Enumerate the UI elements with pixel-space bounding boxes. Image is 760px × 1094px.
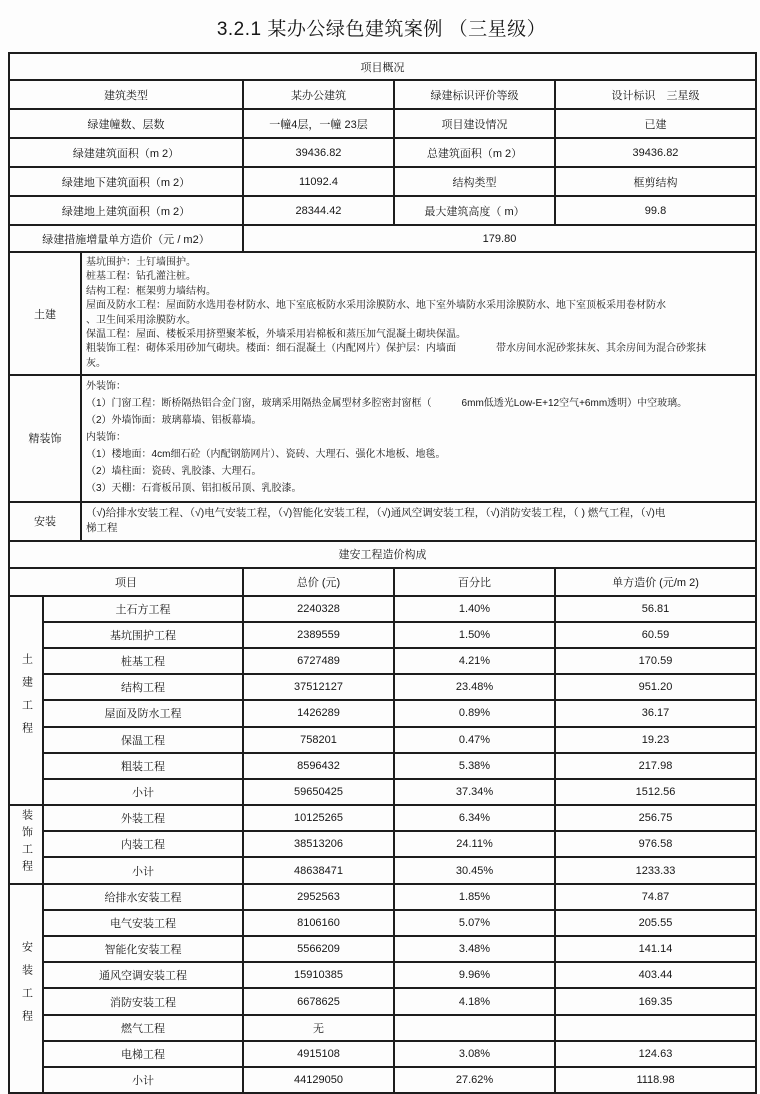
percent-cell: 6.34% xyxy=(394,805,555,831)
group-label-installation-works: 安装工程 xyxy=(9,884,43,1094)
table-row xyxy=(9,568,756,596)
percent-cell: 30.45% xyxy=(394,857,555,883)
label-cell: 绿建措施增量单方造价（元 / m2） xyxy=(9,225,243,252)
cost-row xyxy=(9,988,756,1014)
item-cell: 智能化安装工程 xyxy=(43,936,243,962)
cost-row xyxy=(9,1041,756,1067)
unit-price-cell: 976.58 xyxy=(555,831,756,857)
cost-row-subtotal xyxy=(9,1067,756,1093)
unit-price-cell: 19.23 xyxy=(555,727,756,753)
cost-row xyxy=(9,910,756,936)
percent-cell: 1.50% xyxy=(394,622,555,648)
cost-row xyxy=(9,596,756,622)
total-cell: 10125265 xyxy=(243,805,394,831)
value-cell: 39436.82 xyxy=(243,138,394,167)
cost-row xyxy=(9,1015,756,1041)
label-cell: 总建筑面积（m 2） xyxy=(394,138,555,167)
cost-row xyxy=(9,648,756,674)
cost-row xyxy=(9,674,756,700)
cost-row xyxy=(9,622,756,648)
percent-cell: 9.96% xyxy=(394,962,555,988)
percent-cell: 27.62% xyxy=(394,1067,555,1093)
cost-row xyxy=(9,962,756,988)
item-cell: 小计 xyxy=(43,779,243,805)
label-cell: 绿建幢数、层数 xyxy=(9,109,243,138)
description-line: （1）门窗工程：断桥隔热铝合金门窗，玻璃采用隔热金属型材多腔密封窗框（ 6mm低透光Low-E+12空气+6mm透明）中空玻璃。 xyxy=(86,398,688,410)
label-cell: 绿建地上建筑面积（m 2） xyxy=(9,196,243,225)
percent-cell: 1.40% xyxy=(394,596,555,622)
table-row xyxy=(9,138,756,167)
table-row xyxy=(9,53,756,80)
cost-row xyxy=(9,753,756,779)
table-row xyxy=(9,80,756,109)
total-cell: 8106160 xyxy=(243,910,394,936)
cost-composition-table xyxy=(8,540,757,1094)
table-row xyxy=(9,502,756,541)
description-line: 内装饰： xyxy=(86,431,126,443)
total-cell: 8596432 xyxy=(243,753,394,779)
cost-row xyxy=(9,831,756,857)
value-cell: 已建 xyxy=(555,109,756,138)
item-cell: 小计 xyxy=(43,857,243,883)
percent-cell: 0.47% xyxy=(394,727,555,753)
unit-price-cell: 1118.98 xyxy=(555,1067,756,1093)
item-cell: 外装工程 xyxy=(43,805,243,831)
description-line: 基坑围护：土钉墙围护。 xyxy=(86,257,196,268)
unit-price-cell: 74.87 xyxy=(555,884,756,910)
item-cell: 电梯工程 xyxy=(43,1041,243,1067)
label-cell: 建筑类型 xyxy=(9,80,243,109)
value-cell: 99.8 xyxy=(555,196,756,225)
description-line: 粗装饰工程：砌体采用砂加气砌块。楼面：细石混凝土（内配网片）保护层：内墙面 带水房间水泥砂浆抹灰、其余房间为混合砂浆抹 xyxy=(86,343,706,355)
unit-price-cell: 1512.56 xyxy=(555,779,756,805)
overview-section-header: 项目概况 xyxy=(9,53,756,80)
description-line: 梯工程 xyxy=(86,522,118,535)
section-label-installation: 安装 xyxy=(9,502,81,541)
item-cell: 燃气工程 xyxy=(43,1015,243,1041)
description-line: （√)给排水安装工程、（√)电气安装工程，（√)智能化安装工程，（√)通风空调安装工程，（√)消防安装工程，（ ) 燃气工程，（√)电 xyxy=(86,506,666,519)
works-description-table xyxy=(8,251,757,542)
item-cell: 粗装工程 xyxy=(43,753,243,779)
section-label-civil: 土建 xyxy=(9,252,81,375)
description-line: 保温工程：屋面、楼板采用挤塑聚苯板，外墙采用岩棉板和蒸压加气混凝土砌块保温。 xyxy=(86,329,466,341)
percent-cell: 4.18% xyxy=(394,988,555,1014)
label-cell: 绿建标识评价等级 xyxy=(394,80,555,109)
percent-cell xyxy=(394,1015,555,1041)
item-cell: 给排水安装工程 xyxy=(43,884,243,910)
unit-price-cell: 56.81 xyxy=(555,596,756,622)
description-line: （2）墙柱面：瓷砖、乳胶漆、大理石。 xyxy=(86,465,262,477)
cost-row-subtotal xyxy=(9,857,756,883)
description-line: （2）外墙饰面：玻璃幕墙、铝板幕墙。 xyxy=(86,415,262,427)
item-cell: 土石方工程 xyxy=(43,596,243,622)
total-cell: 38513206 xyxy=(243,831,394,857)
total-cell: 无 xyxy=(243,1015,394,1041)
cost-table-title: 建安工程造价构成 xyxy=(9,541,756,568)
item-cell: 内装工程 xyxy=(43,831,243,857)
percent-cell: 3.08% xyxy=(394,1041,555,1067)
item-cell: 电气安装工程 xyxy=(43,910,243,936)
percent-cell: 4.21% xyxy=(394,648,555,674)
unit-price-cell: 951.20 xyxy=(555,674,756,700)
unit-price-cell: 1233.33 xyxy=(555,857,756,883)
column-header-unit-price: 单方造价 (元/m 2) xyxy=(555,568,756,596)
section-body-installation xyxy=(81,502,756,541)
item-cell: 结构工程 xyxy=(43,674,243,700)
table-row xyxy=(9,196,756,225)
group-label-civil-works: 土建工程 xyxy=(9,596,43,806)
item-cell: 桩基工程 xyxy=(43,648,243,674)
label-cell: 结构类型 xyxy=(394,167,555,196)
table-row xyxy=(9,109,756,138)
label-cell: 绿建建筑面积（m 2） xyxy=(9,138,243,167)
label-cell: 项目建设情况 xyxy=(394,109,555,138)
cost-row xyxy=(9,884,756,910)
item-cell: 通风空调安装工程 xyxy=(43,962,243,988)
unit-price-cell: 205.55 xyxy=(555,910,756,936)
column-header-total: 总价 (元) xyxy=(243,568,394,596)
table-row xyxy=(9,252,756,375)
cost-row-subtotal xyxy=(9,779,756,805)
unit-price-cell: 124.63 xyxy=(555,1041,756,1067)
value-cell: 框剪结构 xyxy=(555,167,756,196)
percent-cell: 24.11% xyxy=(394,831,555,857)
total-cell: 2240328 xyxy=(243,596,394,622)
table-row xyxy=(9,225,756,252)
total-cell: 6727489 xyxy=(243,648,394,674)
value-cell: 11092.4 xyxy=(243,167,394,196)
total-cell: 59650425 xyxy=(243,779,394,805)
total-cell: 5566209 xyxy=(243,936,394,962)
column-header-percent: 百分比 xyxy=(394,568,555,596)
item-cell: 基坑围护工程 xyxy=(43,622,243,648)
group-label-decoration-works: 装饰工程 xyxy=(9,805,43,884)
description-line: 外装饰： xyxy=(86,381,126,393)
table-row xyxy=(9,541,756,568)
percent-cell: 5.38% xyxy=(394,753,555,779)
unit-price-cell: 36.17 xyxy=(555,700,756,726)
percent-cell: 5.07% xyxy=(394,910,555,936)
item-cell: 保温工程 xyxy=(43,727,243,753)
unit-price-cell: 256.75 xyxy=(555,805,756,831)
total-cell: 758201 xyxy=(243,727,394,753)
value-cell: 39436.82 xyxy=(555,138,756,167)
label-cell: 绿建地下建筑面积（m 2） xyxy=(9,167,243,196)
total-cell: 1426289 xyxy=(243,700,394,726)
total-cell: 2389559 xyxy=(243,622,394,648)
section-label-decoration: 精装饰 xyxy=(9,375,81,501)
item-cell: 屋面及防水工程 xyxy=(43,700,243,726)
page-title: 3.2.1 某办公绿色建筑案例 （三星级） xyxy=(216,19,547,40)
description-line: （1）楼地面：4cm细石砼（内配钢筋网片）、瓷砖、大理石、强化木地板、地毯。 xyxy=(86,448,446,460)
table-row xyxy=(9,375,756,501)
percent-cell: 1.85% xyxy=(394,884,555,910)
value-cell: 某办公建筑 xyxy=(243,80,394,109)
description-line: 灰。 xyxy=(86,357,106,369)
value-cell: 28344.42 xyxy=(243,196,394,225)
item-cell: 消防安装工程 xyxy=(43,988,243,1014)
value-cell: 一幢4层，一幢 23层 xyxy=(243,109,394,138)
label-cell: 最大建筑高度（ m） xyxy=(394,196,555,225)
percent-cell: 3.48% xyxy=(394,936,555,962)
percent-cell: 23.48% xyxy=(394,674,555,700)
section-body-civil xyxy=(81,252,756,375)
description-line: 结构工程：框架剪力墙结构。 xyxy=(86,285,216,297)
percent-cell: 37.34% xyxy=(394,779,555,805)
description-line: 、卫生间采用涂膜防水。 xyxy=(86,314,196,326)
unit-price-cell: 403.44 xyxy=(555,962,756,988)
cost-row xyxy=(9,727,756,753)
project-overview-table xyxy=(8,52,757,253)
unit-price-cell: 60.59 xyxy=(555,622,756,648)
total-cell: 2952563 xyxy=(243,884,394,910)
description-line: （3）天棚：石膏板吊顶、铝扣板吊顶、乳胶漆。 xyxy=(86,482,302,494)
value-cell: 设计标识 三星级 xyxy=(555,80,756,109)
cost-row xyxy=(9,805,756,831)
description-line: 屋面及防水工程：屋面防水选用卷材防水、地下室底板防水采用涂膜防水、地下室外墙防水采用涂膜防水、地下室顶板采用卷材防水 xyxy=(86,300,666,312)
increment-value-cell: 179.80 xyxy=(243,225,756,252)
unit-price-cell: 217.98 xyxy=(555,753,756,779)
total-cell: 15910385 xyxy=(243,962,394,988)
total-cell: 48638471 xyxy=(243,857,394,883)
percent-cell: 0.89% xyxy=(394,700,555,726)
total-cell: 37512127 xyxy=(243,674,394,700)
total-cell: 44129050 xyxy=(243,1067,394,1093)
unit-price-cell xyxy=(555,1015,756,1041)
total-cell: 6678625 xyxy=(243,988,394,1014)
section-body-decoration xyxy=(81,375,756,501)
table-row xyxy=(9,167,756,196)
cost-row xyxy=(9,700,756,726)
unit-price-cell: 169.35 xyxy=(555,988,756,1014)
column-header-item: 项目 xyxy=(9,568,243,596)
cost-row xyxy=(9,936,756,962)
item-cell: 小计 xyxy=(43,1067,243,1093)
unit-price-cell: 170.59 xyxy=(555,648,756,674)
total-cell: 4915108 xyxy=(243,1041,394,1067)
description-line: 桩基工程：钻孔灌注桩。 xyxy=(86,271,196,283)
unit-price-cell: 141.14 xyxy=(555,936,756,962)
